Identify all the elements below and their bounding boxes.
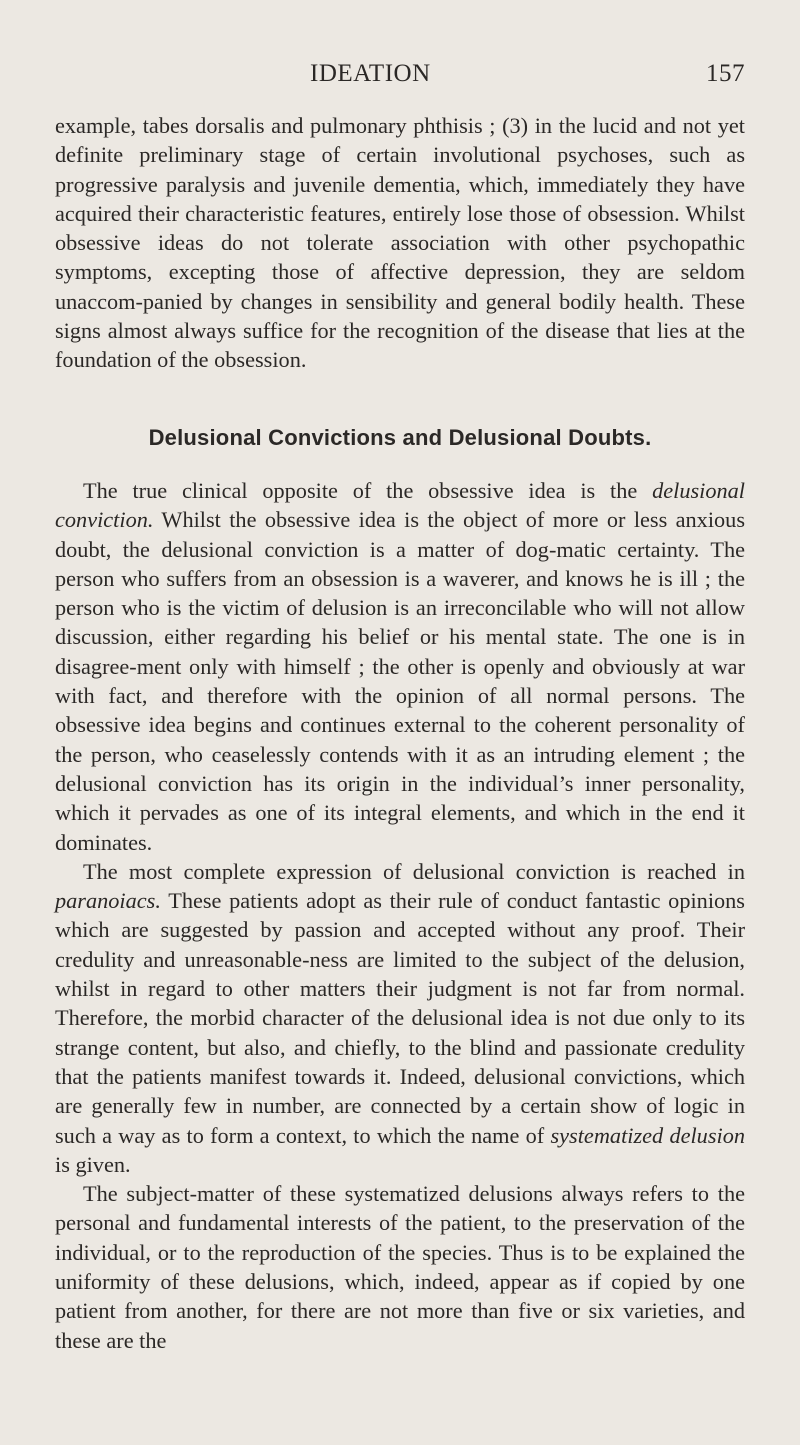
- intro-paragraph: example, tabes dorsalis and pulmonary phthisis ; (3) in the lucid and not yet definite preliminary stage of certain involutional psychoses, such as progressive paralysis and juvenile dementia, which, immediately they have acquired their characteristic features, entirely lose those of obsession. Whilst obsessive ideas do not tolerate association with other psychopathic symptoms, excepting those of affective depression, they are seldom unaccom-panied by changes in sensibility and general bodily health. These signs almost always suffice for the recognition of the disease that lies at the foundation of the obsession.: [55, 113, 745, 373]
- intro-text-block: [55, 111, 745, 375]
- running-head: [0, 60, 800, 96]
- emphasis-term: delusional conviction.: [55, 478, 745, 533]
- paragraph-paranoiacs: [55, 857, 745, 1179]
- paragraph-subject-matter: The subject-matter of these systematized delusions always refers to the personal and fundamental interests of the patient, to the preservation of the individual, or to the reproduction of the species. Thus is to be explained the uniformity of these delusions, which, indeed, appear as if copied by one patient from another, for there are not more than five or six varieties, and these are the: [55, 1181, 745, 1353]
- paragraph-text: These patients adopt as their rule of conduct fantastic opinions which are suggested by passion and accepted without any proof. Their credulity and unreasonable-ness are limited to the subject of the delusion, whilst in regard to other matters their judgment is not far from normal. Therefore, the morbid character of the delusional idea is not due only to its strange content, but also, and chiefly, to the blind and passionate credulity that the patients manifest towards it. Indeed, delusional convictions, which are generally few in number, are connected by a certain show of logic in such a way as to form a context, to which the name of: [55, 888, 745, 1148]
- section-heading: Delusional Convictions and Delusional Doubts.: [148, 425, 652, 450]
- paragraph-delusional-conviction: [55, 476, 745, 857]
- paragraph-text: Whilst the obsessive idea is the object of more or less anxious doubt, the delusional conviction is a matter of dog-matic certainty. The person who suffers from an obsession is a waverer, and knows he is ill ; the person who is the victim of delusion is an irreconcilable who will not allow discussion, either regarding his belief or his mental state. The one is in disagree-ment only with himself ; the other is openly and obviously at war with fact, and therefore with the opinion of all normal persons. The obsessive idea begins and continues external to the coherent personality of the person, who ceaselessly contends with it as an intruding element ; the delusional conviction has its origin in the individual’s inner personality, which it pervades as one of its integral elements, and which in the end it dominates.: [55, 507, 745, 855]
- section-text-block: [55, 476, 745, 1355]
- emphasis-term: systematized delusion: [550, 1122, 745, 1148]
- page-number: 157: [706, 60, 745, 87]
- emphasis-term: paranoiacs.: [55, 888, 161, 914]
- running-title: IDEATION: [310, 60, 431, 87]
- paragraph-text: is given.: [55, 1151, 131, 1177]
- paragraph-text: The most complete expression of delusional conviction is reached in: [83, 858, 745, 884]
- paragraph-text: The true clinical opposite of the obsessive idea is the: [83, 478, 653, 503]
